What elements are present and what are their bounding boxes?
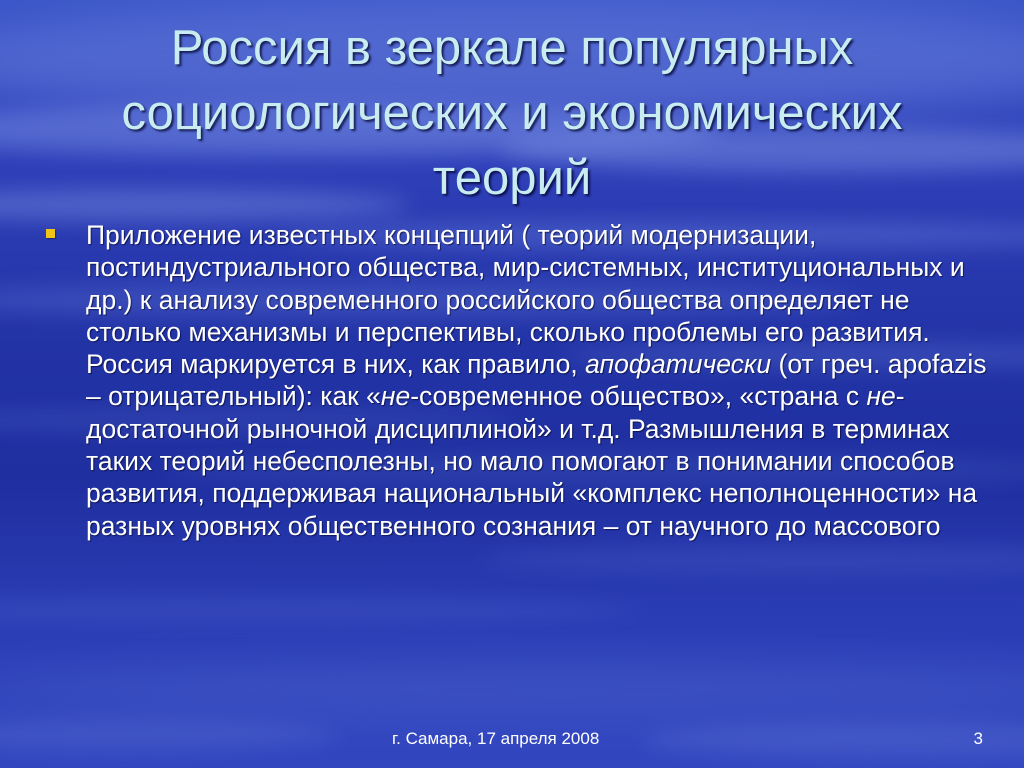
bullet-item bbox=[46, 219, 994, 542]
bullet-text-part-3: -современное общество», «страна с bbox=[410, 381, 867, 412]
bullet-text-part-1: Приложение известных концепций ( теорий модернизации, постиндустриального общества, мир-системных, институциональных и др.) к анализу современного российского общества определяет не столько механизмы и перспективы, сколько проблемы его развития. Россия маркируется в них, как правило, bbox=[86, 220, 965, 380]
bullet-text-part-2: (от греч. apofazis – отрицательный): как « bbox=[86, 349, 987, 412]
footer-place-date: г. Самара, 17 апреля 2008 bbox=[392, 729, 600, 748]
bullet-italic-ne-2: не bbox=[866, 381, 896, 412]
square-bullet-icon bbox=[46, 229, 55, 238]
slide-footer bbox=[0, 727, 1024, 751]
bullet-text-part-4: -достаточной рыночной дисциплиной» и т.д. Размышления в терминах таких теорий небесполезны, но мало помогают в понимании способов развития, поддерживая национальный «комплекс неполноценности» на разных уровнях общественного сознания – от научного до массового bbox=[86, 381, 978, 541]
bullet-italic-ne-1: не bbox=[380, 381, 411, 412]
bullet-italic-apophatically: апофатически bbox=[585, 349, 772, 380]
bullet-text bbox=[86, 219, 994, 542]
slide-body bbox=[46, 219, 994, 542]
slide-title: Россия в зеркале популярных социологических и экономических теорий bbox=[121, 21, 903, 205]
slide-number: 3 bbox=[973, 729, 983, 748]
